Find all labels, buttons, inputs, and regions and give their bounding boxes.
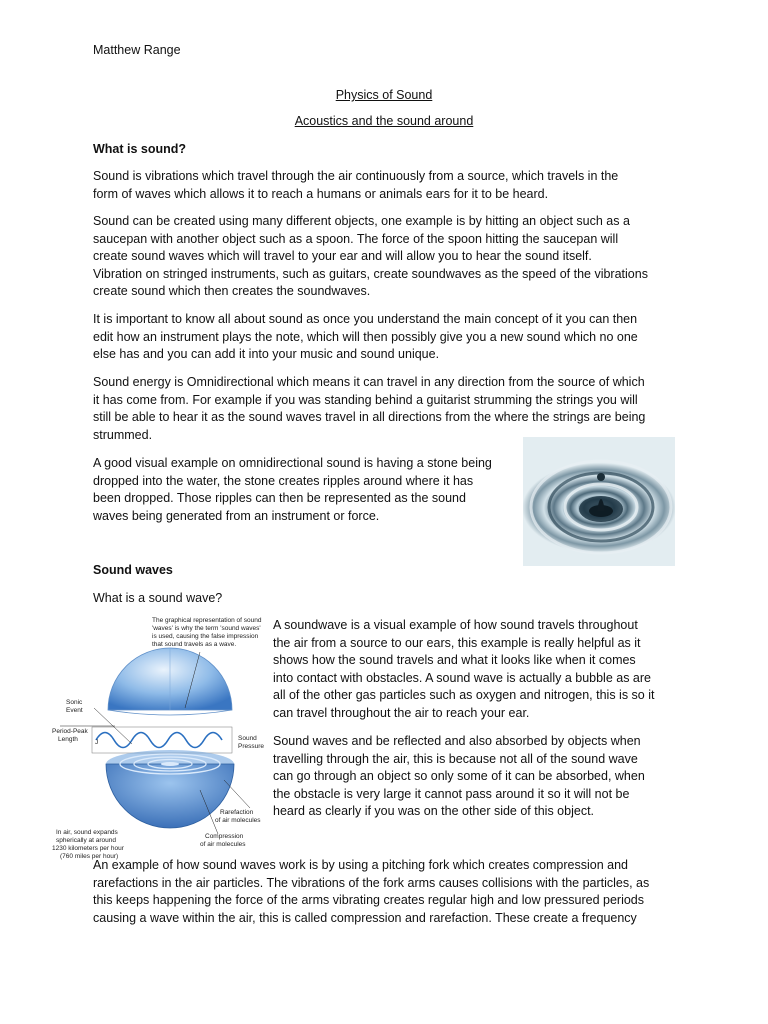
svg-text:that sound travels as a wave.: that sound travels as a wave. (152, 641, 237, 648)
document-subtitle: Acoustics and the sound around (294, 114, 474, 128)
document-title: Physics of Sound (335, 88, 433, 102)
svg-text:1230 kilometers per hour: 1230 kilometers per hour (52, 845, 124, 852)
subheading-what-is-a-sound-wave: What is a sound wave? (93, 591, 223, 605)
paragraph: Sound energy is Omnidirectional which means it can travel in any direction from the source of which it has come from. For example if you was standing behind a guitarist strumming the strings you will still be able to hear it as the sound waves travel in all directions from the where the strings are being strummed. (93, 375, 646, 442)
water-ripple-image (523, 437, 675, 566)
paragraph: Sound is vibrations which travel through the air continuously from a source, which travels in the form of waves which allows it to reach a humans or animals ears for it to be heard. (93, 169, 619, 201)
svg-text:Pressure: Pressure (238, 743, 265, 750)
svg-text:Compression: Compression (205, 833, 244, 840)
svg-text:'waves' is why the term 'sound: 'waves' is why the term 'sound waves' (152, 625, 261, 632)
svg-text:Sound: Sound (238, 735, 257, 742)
svg-text:(760 miles per hour): (760 miles per hour) (60, 853, 119, 860)
paragraph: A good visual example on omnidirectional sound is having a stone being dropped into the water, the stone creates ripples around where it has been dropped. Those ripples can then be represented as the sound waves being generated from an instrument or force. (93, 456, 492, 523)
paragraph: It is important to know all about sound as once you understand the main concept of it you can then edit how an instrument plays the note, which will then possibly give you a new sound which no one else has and you can add it into your music and sound unique. (93, 312, 638, 362)
svg-text:Period-Peak: Period-Peak (52, 728, 88, 735)
section-heading-sound-waves: Sound waves (93, 563, 173, 577)
svg-text:is used, causing the false imp: is used, causing the false impression (152, 633, 259, 640)
sound-bubble-diagram (50, 612, 270, 864)
paragraph: Sound can be created using many different objects, one example is by hitting an object such as a saucepan with another object such as a spoon. The force of the spoon hitting the saucepan will create sound waves which will travel to your ear and will allow you to hear the sound itself. Vibration on stringed instruments, such as guitars, create soundwaves as the speed of the vibrations create sound which then creates the soundwaves. (93, 214, 648, 299)
svg-text:spherically at around: spherically at around (56, 837, 116, 844)
svg-text:Event: Event (66, 707, 83, 714)
paragraph: Sound waves and be reflected and also absorbed by objects when travelling through the air, this is because not all of the sound wave can go through an object so only some of it can be absorbed, when the obstacle is very large it cannot pass around it so it will not be heard as clearly if you was on the other side of this object. (273, 734, 645, 819)
svg-text:Rarefaction: Rarefaction (220, 809, 254, 816)
svg-text:of air molecules: of air molecules (200, 841, 246, 848)
paragraph: A soundwave is a visual example of how sound travels throughout the air from a source to our ears, this example is really helpful as it shows how the sound travels and what it looks like when it comes into contact with obstacles. A sound wave is actually a bubble as are all of the other gas particles such as oxygen and nitrogen, this is so it can travel throughout the air to reach your ear. (273, 618, 655, 720)
svg-text:Length: Length (58, 736, 78, 743)
paragraph: An example of how sound waves work is by using a pitching fork which creates compression and rarefactions in the air particles. The vibrations of the fork arms causes collisions with the particles, as this keeps happening the force of the arms vibrating creates regular high and low pressured periods causing a wave within the air, this is called compression and rarefaction. These create a frequency (93, 858, 650, 925)
author-name: Matthew Range (93, 43, 181, 57)
section-heading-what-is-sound: What is sound? (93, 142, 187, 156)
svg-text:In air, sound expands: In air, sound expands (56, 829, 118, 836)
svg-text:The graphical representation o: The graphical representation of sound (152, 617, 262, 624)
svg-text:J: J (95, 739, 99, 746)
svg-text:of air molecules: of air molecules (215, 817, 261, 824)
svg-text:Sonic: Sonic (66, 699, 83, 706)
